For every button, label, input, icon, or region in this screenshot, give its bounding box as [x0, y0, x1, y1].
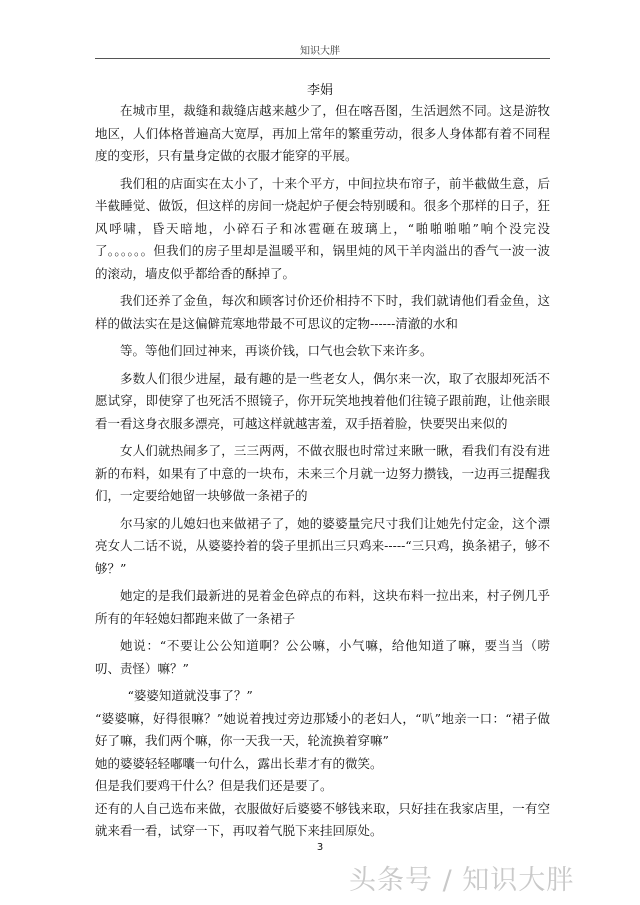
dialogue-line: “婆婆知道就没事了？”: [127, 688, 253, 703]
paragraph: 女人们就热闹多了，三三两两，不做衣服也时常过来瞅一瞅，看我们有没有进新的布料，如果有了中意的一块布，未来三个月就一边努力攒钱，一边再三提醒我们，一定要给她留一块够做一条裙子的: [95, 443, 550, 503]
paragraph: 我们租的店面实在太小了，十来个平方，中间拉块布帘子，前半截做生意，后半截睡觉、做饭，但这样的房间一烧起炉子便会特别暖和。很多个那样的日子，狂风呼啸，昏天暗地，小碎石子和冰雹砸在玻璃上，“啪啪啪啪”响个没完没了。。。。。。但我们的房子里却是温暖平和，锅里炖的风干羊肉溢出的香气一波一波的滚动，墙皮似乎都给香的酥掉了。: [95, 175, 550, 281]
page-number: 3: [316, 842, 324, 853]
paragraph: 她说：“不要让公公知道啊？公公嘛，小气嘛，给他知道了嘛，要当当（唠叨、责怪）嘛？”: [95, 638, 550, 676]
dialogue-line: 她的婆婆轻轻嘟囔一句什么，露出长辈才有的微笑。: [95, 755, 383, 771]
header-rule: [95, 58, 550, 59]
paragraph: 多数人们很少进屋，最有趣的是一些老女人，偶尔来一次，取了衣服却死活不愿试穿，即使穿了也死活不照镜子，你开玩笑地拽着他们往镜子跟前跑，让他亲眼看一看这身衣服多漂亮，可越这样就越害羞，双手捂着脸，快要哭出来似的: [95, 370, 550, 431]
article-body: [95, 100, 550, 843]
paragraph: 等。等他们回过神来，再谈价钱，口气也会软下来许多。: [120, 343, 433, 358]
paragraph: 我们还养了金鱼，每次和顾客讨价还价相持不下时，我们就请他们看金鱼，这样的做法实在是这偏僻荒寒地带最不可思议的定物------清澈的水和: [95, 293, 550, 331]
dialogue-line: 还有的人自己选布来做，衣服做好后婆婆不够钱来取，只好挂在我家店里，一有空就来看一看，试穿一下，再叹着气脱下来挂回原处。: [95, 800, 550, 838]
page-header: 知识大胖: [300, 46, 340, 57]
paragraph: 她定的是我们最新进的晃着金色碎点的布料，这块布料一拉出来，村子例几乎所有的年轻媳妇都跑来做了一条裙子: [95, 588, 550, 626]
watermark: 头条号 / 知识大胖: [349, 865, 575, 896]
dialogue-line: “婆婆嘛，好得很嘛？”她说着拽过旁边那矮小的老妇人，“叭”地亲一口：“裙子做好了嘛，我们两个嘛，你一天我一天，轮流换着穿嘛”: [95, 710, 550, 748]
author-name: 李娟: [306, 83, 333, 98]
dialogue-line: 但是我们要鸡干什么？但是我们还是要了。: [95, 778, 333, 793]
paragraph: 在城市里，裁缝和裁缝店越来越少了，但在喀吾图，生活迥然不同。这是游牧地区，人们体格普遍高大宽厚，再加上常年的繁重劳动，很多人身体都有着不同程度的变形，只有量身定做的衣服才能穿的平展。: [95, 103, 550, 163]
paragraph: 尔马家的儿媳妇也来做裙子了，她的婆婆量完尺寸我们让她先付定金，这个漂亮女人二话不说，从婆婆拎着的袋子里抓出三只鸡来-----“三只鸡，换条裙子，够不够？”: [95, 515, 550, 576]
